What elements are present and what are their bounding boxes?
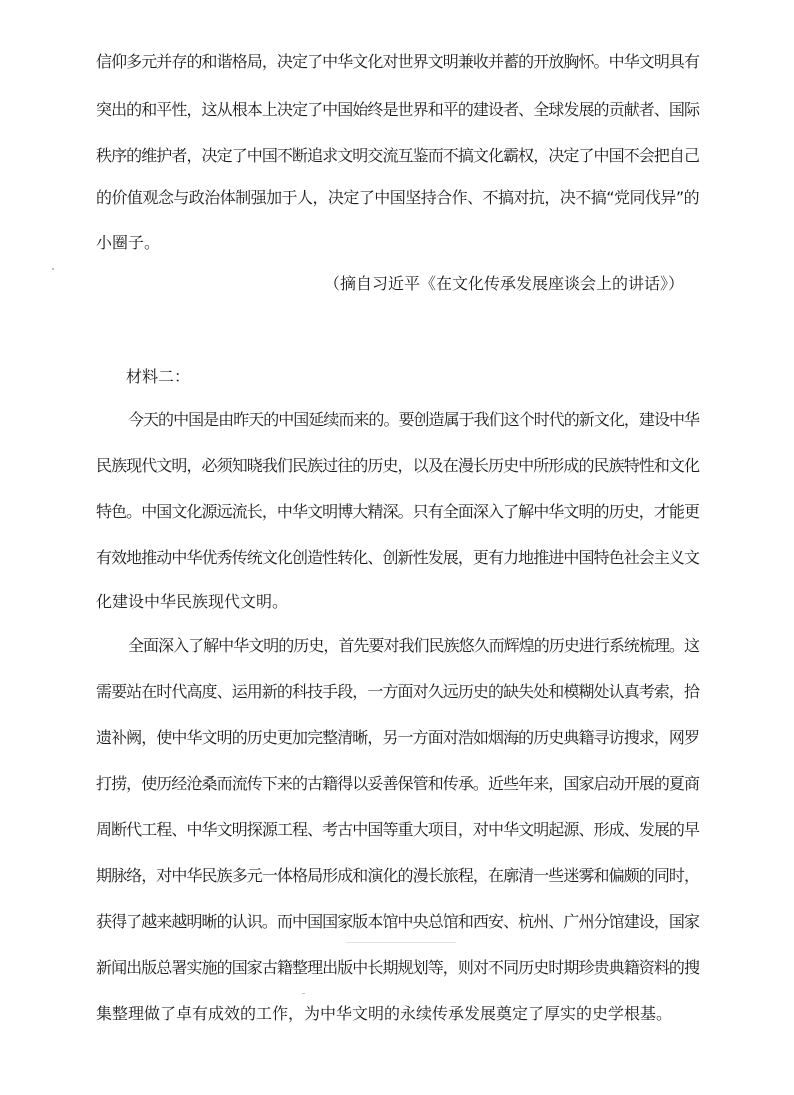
- text-line: 今天的中国是由昨天的中国延续而来的。要创造属于我们这个时代的新文化，建设中华: [128, 410, 700, 429]
- text-line: 信仰多元并存的和谐格局，决定了中华文化对世界文明兼收并蓄的开放胸怀。中华文明具有: [96, 52, 700, 71]
- section-heading: 材料二：: [126, 367, 191, 386]
- text-line: 有效地推动中华优秀传统文化创造性转化、创新性发展，更有力地推进中国特色社会主义文: [96, 548, 700, 567]
- text-line: 新闻出版总署实施的国家古籍整理出版中长期规划等，则对不同历史时期珍贵典籍资料的搜: [96, 958, 700, 977]
- text-line: 需要站在时代高度、运用新的科技手段，一方面对久远历史的缺失处和模糊处认真考索，拾: [96, 682, 700, 701]
- text-line: 遗补阙，使中华文明的历史更加完整清晰，另一方面对浩如烟海的历史典籍寻访搜求，网罗: [96, 728, 700, 747]
- text-line: 化建设中华民族现代文明。: [96, 592, 289, 611]
- text-line: 获得了越来越明晰的认识。而中国国家版本馆中央总馆和西安、杭州、广州分馆建设，国家: [96, 912, 700, 931]
- text-line: 民族现代文明，必须知晓我们民族过往的历史，以及在漫长历史中所形成的民族特性和文化: [96, 456, 700, 475]
- text-line: 特色。中国文化源远流长，中华文明博大精深。只有全面深入了解中华文明的历史，才能更: [96, 502, 700, 521]
- scan-speck: [52, 268, 54, 270]
- text-line: 集整理做了卓有成效的工作，为中华文明的永续传承发展奠定了厚实的史学根基。: [96, 1004, 673, 1023]
- source-citation: （摘自习近平《在文化传承发展座谈会上的讲话》）: [323, 274, 684, 293]
- text-line: 秩序的维护者，决定了中国不断追求文明交流互鉴而不搞文化霸权，决定了中国不会把自己: [96, 146, 700, 165]
- text-line: 的价值观念与政治体制强加于人，决定了中国坚持合作、不搞对抗，决不搞“党同伐异”的: [96, 188, 700, 207]
- text-line: 期脉络，对中华民族多元一体格局形成和演化的漫长旅程，在廓清一些迷雾和偏颇的同时，: [96, 866, 700, 885]
- text-line: 突出的和平性，这从根本上决定了中国始终是世界和平的建设者、全球发展的贡献者、国际: [96, 100, 700, 119]
- scan-speck: [346, 942, 456, 943]
- text-line: 小圈子。: [96, 233, 161, 252]
- scan-speck: [302, 993, 305, 994]
- text-line: 周断代工程、中华文明探源工程、考古中国等重大项目，对中华文明起源、形成、发展的早: [96, 820, 700, 839]
- text-line: 全面深入了解中华文明的历史，首先要对我们民族悠久而辉煌的历史进行系统梳理。这: [128, 636, 700, 655]
- text-line: 打捞，使历经沧桑而流传下来的古籍得以妥善保管和传承。近些年来，国家启动开展的夏商: [96, 774, 700, 793]
